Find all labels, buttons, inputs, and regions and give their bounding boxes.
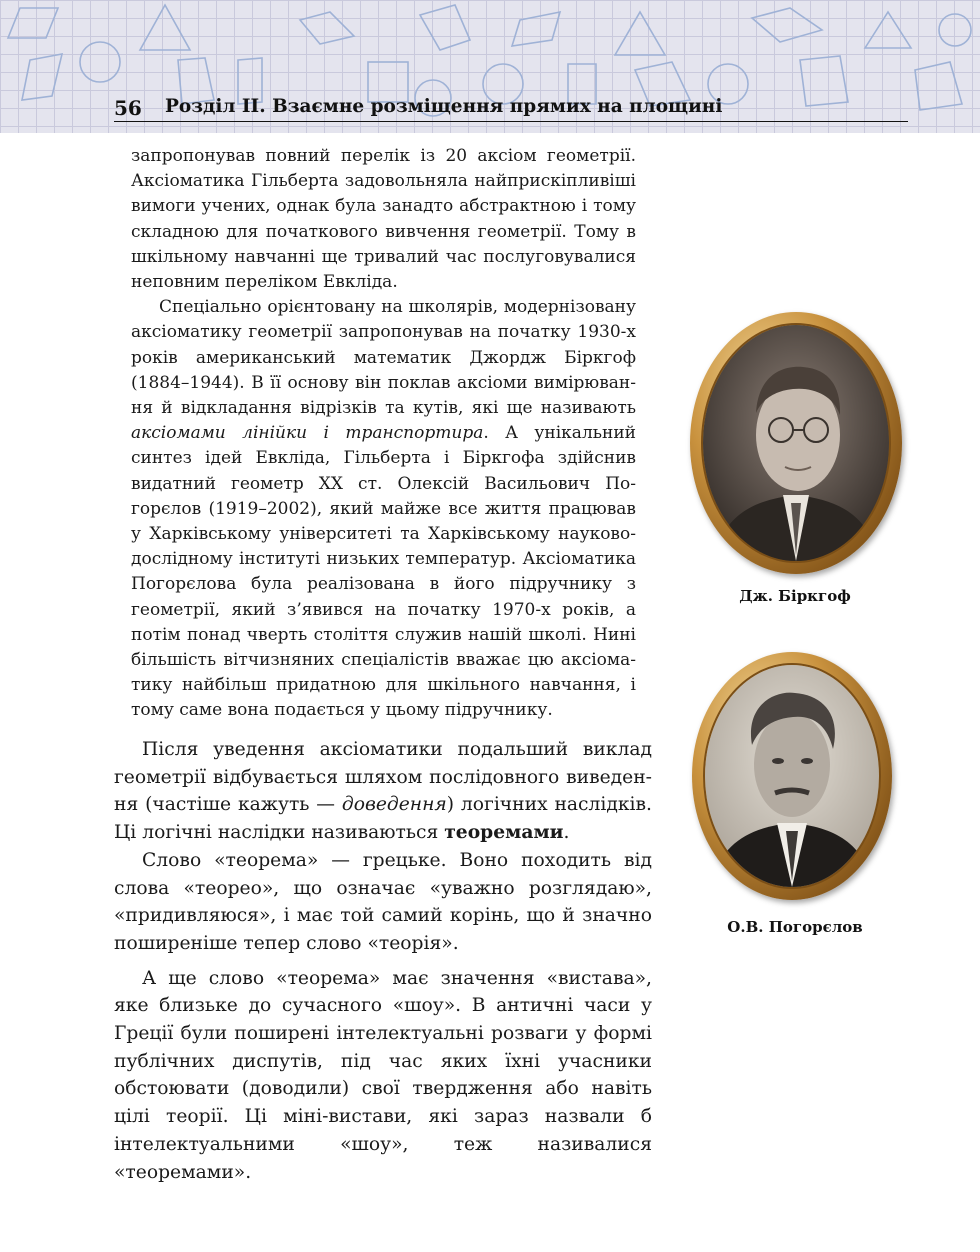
main-paragraph-1 [114, 736, 652, 847]
main-text [114, 736, 652, 1186]
main-paragraph-2: Слово «теорема» — грецьке. Воно походить від слова «теорео», що означає «уважно розглядаю», «придивляюся», і має той самий корінь, що й значно поширеніше тепер слово «теорія». [114, 849, 652, 954]
pogorelov-portrait [692, 652, 892, 900]
birkhoff-photo [701, 323, 891, 563]
main-text-part-1: Після уведення аксіоматики подальший виклад геометрії відбувається шляхом послідовного виведення (частіше кажуть — [114, 739, 652, 816]
note-text-part-1: Спеціально орієнтовану на школярів, модернізовану аксіоматику геометрії запропонував на початку 1930-х років американський математик Джордж Біркгоф (1884–1944). В її основу він поклав аксіоми вимірювання й відкладання відрізків та кутів, які ще називають [131, 297, 636, 419]
pogorelov-caption: О.В. Погорєлов [727, 918, 863, 936]
note-italic-term: аксіомами лінійки і транспортира [131, 423, 484, 444]
main-text-part-3: . [563, 822, 570, 844]
historical-note-paragraph-1: запропонував повний перелік із 20 аксіом геометрії. Аксіоматика Гільберта задовольняла найприскіпливіші вимоги учених, однак була занадто абстрактною і тому складною для початкового вивчення геометрії. Тому в шкільному навчанні ще тривалий час послуговувалися неповним переліком Евкліда. [131, 146, 636, 293]
main-italic-term: доведення [341, 794, 447, 816]
historical-note-paragraph-2 [131, 295, 636, 723]
note-text-part-2: . А унікальний синтез ідей Евкліда, Гільберта і Біркгофа здійснив видатний геометр XX ст. Олексій Васильович Погорєлов (1919–2002), який майже все життя працював у Харківському університеті та Харківському науково-дослідному інституті низьких температур. Аксіоматика Погорєлова була реалізована в його підручнику з геометрії, який з’явився на початку 1970-х років, а потім понад чверть століття служив нашій школі. Нині більшість вітчизняних спеціалістів вважає цю аксіоматику найбільш придатною для шкільного навчання, і тому саме вона подається у цьому підручнику. [131, 423, 636, 721]
pogorelov-photo [703, 663, 881, 889]
chapter-title: Розділ ІІ. Взаємне розміщення прямих на площині [165, 96, 723, 117]
birkhoff-portrait [690, 312, 902, 574]
header-rule [114, 121, 908, 122]
page-number: 56 [114, 96, 142, 120]
main-paragraph-3: А ще слово «теорема» має значення «вистава», яке близьке до сучасного «шоу». В античні часи у Греції були поширені інтелектуальні розваги у формі публічних диспутів, під час яких їхні учасники обстоювати (доводили) свої твердження або навіть цілі теорії. Ці міні-вистави, які зараз назвали б інтелектуальними «шоу», теж називалися «теоремами». [114, 967, 652, 1183]
historical-note [131, 144, 636, 724]
birkhoff-caption: Дж. Біркгоф [739, 587, 851, 605]
main-bold-term: теоремами [444, 821, 564, 844]
main-text-part-2: ) логічних наслідків. Ці логічні наслідки називаються [114, 794, 652, 844]
